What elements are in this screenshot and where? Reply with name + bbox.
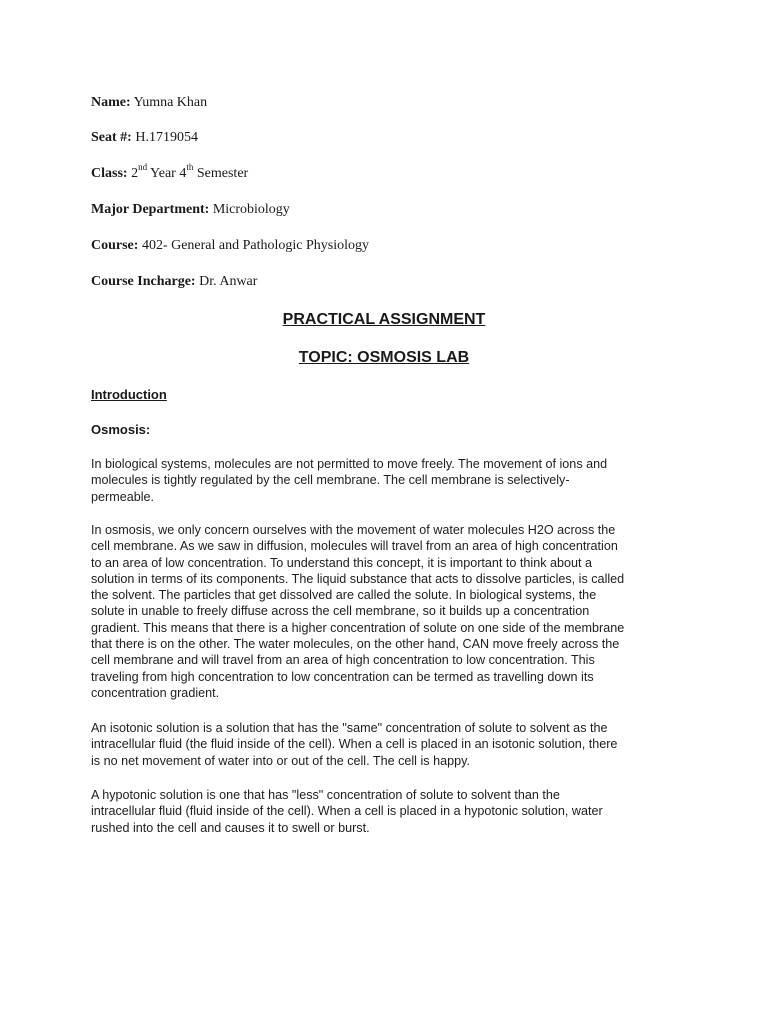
paragraph-membrane [91, 456, 691, 505]
paragraph-line: solution in terms of its components. The liquid substance that acts to dissolve particles, is called [91, 571, 625, 586]
paragraph-line: molecules is tightly regulated by the cell membrane. The cell membrane is selectively- [91, 473, 570, 488]
paragraph-line: concentration gradient. [91, 685, 220, 700]
incharge-value: Dr. Anwar [199, 274, 258, 289]
paragraph-line: permeable. [91, 489, 155, 504]
seat-value: H.1719054 [135, 130, 198, 145]
paragraph-hypotonic [91, 787, 691, 836]
course-value: 402- General and Pathologic Physiology [141, 238, 370, 253]
course-label: Course: [91, 238, 139, 253]
paragraph-line: that there is on the other. The water molecules, on the other hand, CAN move freely across the [91, 637, 620, 652]
paragraph-line: A hypotonic solution is one that has "less" concentration of solute to solvent than the [91, 788, 560, 802]
class-label: Class: [91, 166, 128, 181]
class-year-number: 2 [131, 166, 139, 181]
course-line [91, 238, 369, 254]
osmosis-heading: Osmosis: [91, 422, 151, 437]
paragraph-line: is no net movement of water into or out of the cell. The cell is happy. [91, 753, 470, 768]
paragraph-line: In osmosis, we only concern ourselves with the movement of water molecules H2O across the [91, 523, 616, 537]
name-line [91, 95, 207, 111]
paragraph-line: the solvent. The particles that get dissolved are called the solute. In biological systems, the [91, 588, 597, 603]
class-semester-suffix: th [186, 162, 194, 173]
department-value: Microbiology [212, 202, 290, 217]
paragraph-line: gradient. This means that there is a higher concentration of solute on one side of the membrane [91, 620, 625, 635]
paragraph-line: An isotonic solution is a solution that has the "same" concentration of solute to solvent as the [91, 721, 608, 735]
paragraph-line: cell membrane and will travel from an area of high concentration to low concentration. This [91, 653, 595, 668]
name-value: Yumna Khan [133, 95, 208, 110]
name-label: Name: [91, 95, 131, 110]
seat-line [91, 130, 198, 146]
department-label: Major Department: [91, 202, 210, 217]
class-line [91, 162, 249, 182]
class-semester-word: Semester [196, 166, 249, 181]
paragraph-line: to an area of low concentration. To understand this concept, it is important to think about a [91, 555, 593, 570]
introduction-heading: Introduction [91, 387, 167, 402]
incharge-line [91, 274, 257, 290]
paragraph-line: intracellular fluid (fluid inside of the cell). When a cell is placed in a hypotonic solution, water [91, 804, 603, 819]
paragraph-line: rushed into the cell and causes it to swell or burst. [91, 820, 370, 835]
department-line [91, 202, 290, 218]
seat-label: Seat #: [91, 130, 132, 145]
incharge-label: Course Incharge: [91, 274, 196, 289]
paragraph-line: traveling from high concentration to low concentration can be termed as travelling down its [91, 669, 594, 684]
main-title: PRACTICAL ASSIGNMENT [282, 311, 486, 328]
paragraph-line: In biological systems, molecules are not permitted to move freely. The movement of ions and [91, 457, 608, 471]
paragraph-isotonic [91, 720, 691, 769]
class-semester-number: Year 4 [150, 166, 187, 181]
paragraph-osmosis [91, 522, 691, 701]
class-year-suffix: nd [138, 162, 148, 173]
paragraph-line: cell membrane. As we saw in diffusion, molecules will travel from an area of high concentration [91, 539, 618, 554]
paragraph-line: intracellular fluid (the fluid inside of the cell). When a cell is placed in an isotonic solution, there [91, 737, 618, 752]
paragraph-line: solute in unable to freely diffuse across the cell membrane, so it builds up a concentration [91, 604, 590, 619]
topic-title: TOPIC: OSMOSIS LAB [298, 349, 470, 366]
